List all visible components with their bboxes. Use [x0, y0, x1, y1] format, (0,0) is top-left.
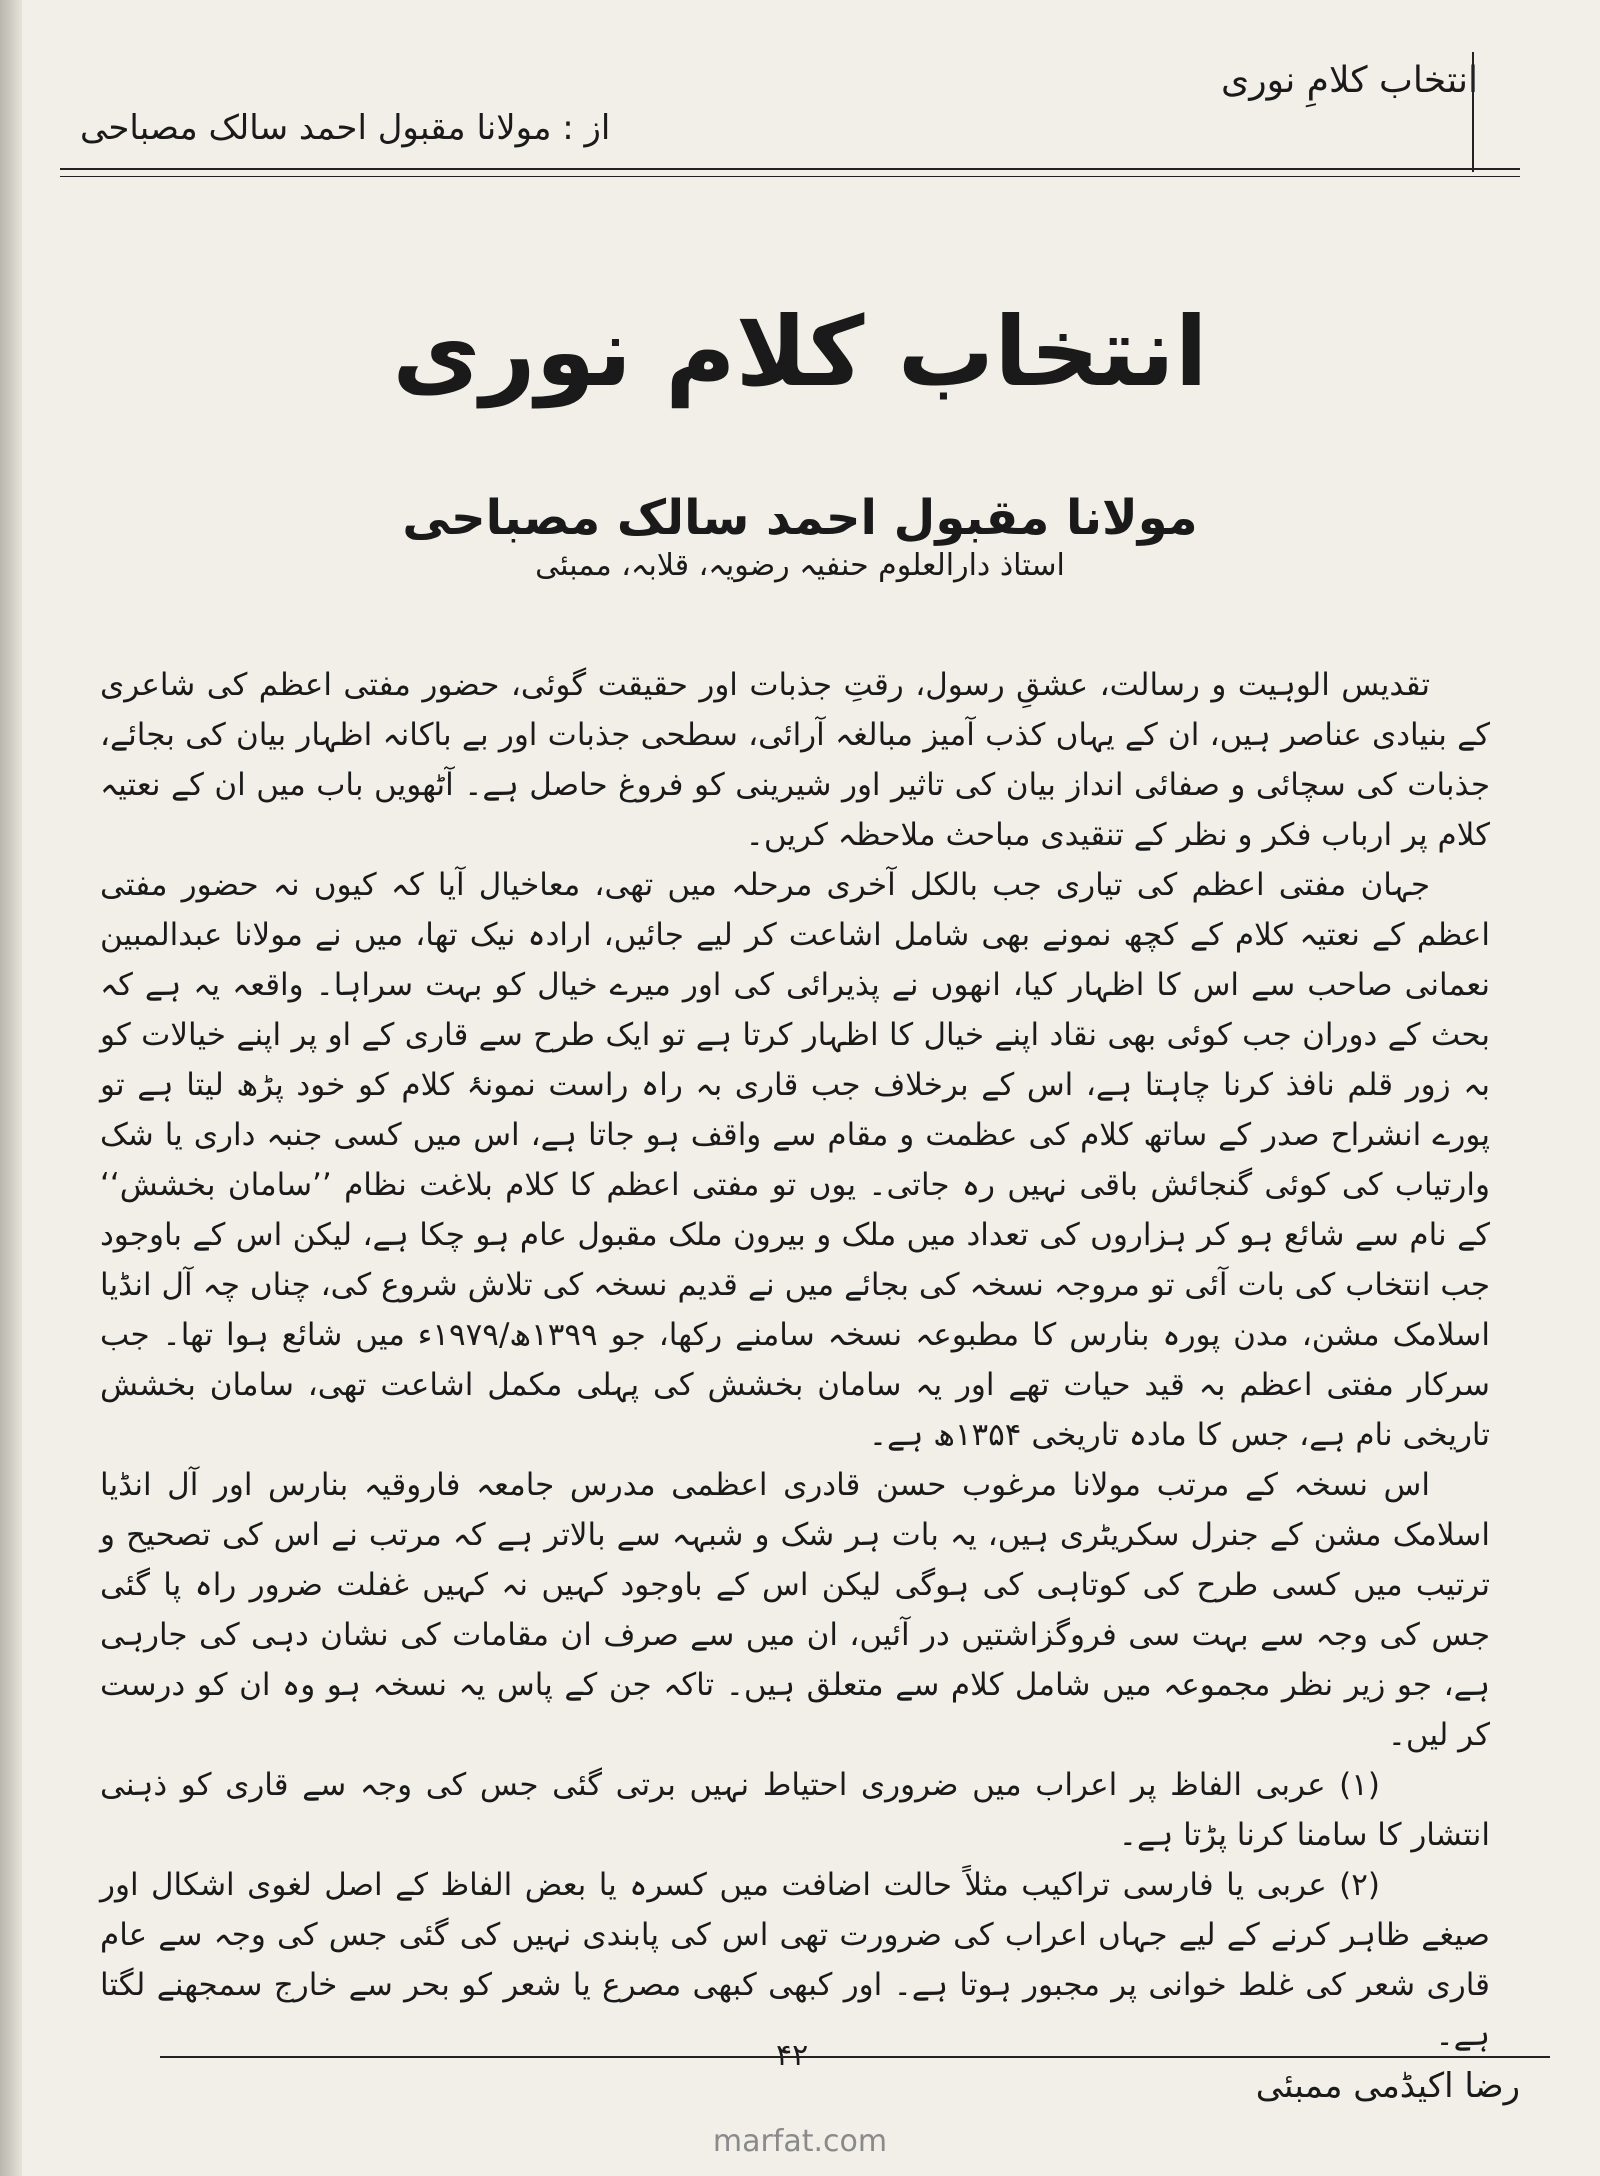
- publisher-name: رضا اکیڈمی ممبئی: [1255, 2066, 1520, 2106]
- paragraph: تقدیس الوہیت و رسالت، عشقِ رسول، رقتِ جذبات اور حقیقت گوئی، حضور مفتی اعظم کی شاعری کے بنیادی عناصر ہیں، ان کے یہاں کذب آمیز مبالغہ آرائی، سطحی جذبات اور بے باکانہ اظہار بیان کی بجائے، جذبات کی سچائی و صفائی انداز بیان کی تاثیر اور شیرینی کو فروغ حاصل ہے۔ آٹھویں باب میں ان کے نعتیہ کلام پر ارباب فکر و نظر کے تنقیدی مباحث ملاحظہ کریں۔: [100, 667, 1490, 853]
- list-item: (۱) عربی الفاظ پر اعراب میں ضروری احتیاط نہیں برتی گئی جس کی وجہ سے قاری کو ذہنی انتشار کا سامنا کرنا پڑتا ہے۔: [100, 1767, 1490, 1853]
- running-header-title: انتخاب کلامِ نوری: [1221, 60, 1478, 101]
- header-vertical-rule: [1472, 52, 1474, 172]
- header-rule-thin: [60, 176, 1520, 177]
- article-body: [100, 660, 1490, 2060]
- list-item: (۲) عربی یا فارسی تراکیب مثلاً حالت اضافت میں کسرہ یا بعض الفاظ کے اصل لغوی اشکال اور صیغے ظاہر کرنے کے لیے جہاں اعراب کی ضرورت تھی اس کی پابندی نہیں کی گئی جس کی وجہ سے عام قاری شعر کی غلط خوانی پر مجبور ہوتا ہے۔ اور کبھی کبھی مصرع یا شعر کو بحر سے خارج سمجھنے لگتا ہے۔: [100, 1867, 1490, 2053]
- paragraph: اس نسخہ کے مرتب مولانا مرغوب حسن قادری اعظمی مدرس جامعہ فاروقیہ بنارس اور آل انڈیا اسلامک مشن کے جنرل سکریٹری ہیں، یہ بات ہر شک و شبہہ سے بالاتر ہے کہ مرتب نے اس کی تصحیح و ترتیب میں کسی طرح کی کوتاہی کی ہوگی لیکن اس کے باوجود کہیں نہ کہیں غفلت ضرور راہ پا گئی جس کی وجہ سے بہت سی فروگزاشتیں در آئیں، ان میں سے صرف ان مقامات کی نشان دہی کی جارہی ہے، جو زیر نظر مجموعہ میں شامل کلام سے متعلق ہیں۔ تاکہ جن کے پاس یہ نسخہ ہو وہ ان کو درست کر لیں۔: [100, 1467, 1490, 1753]
- author-name: مولانا مقبول احمد سالک مصباحی: [402, 490, 1198, 546]
- header-rule: [60, 168, 1520, 170]
- author-affiliation: استاذ دارالعلوم حنفیہ رضویہ، قلابہ، ممبئی: [535, 548, 1065, 583]
- paragraph: جہان مفتی اعظم کی تیاری جب بالکل آخری مرحلہ میں تھی، معاخیال آیا کہ کیوں نہ حضور مفتی اعظم کے نعتیہ کلام کے کچھ نمونے بھی شامل اشاعت کر لیے جائیں، ارادہ نیک تھا، میں نے مولانا عبدالمبین نعمانی صاحب سے اس کا اظہار کیا، انھوں نے پذیرائی کی اور میرے خیال کو بہت سراہا۔ واقعہ یہ ہے کہ بحث کے دوران جب کوئی بھی نقاد اپنے خیال کا اظہار کرتا ہے تو ایک طرح سے قاری کے او پر اپنے خیالات کو بہ زور قلم نافذ کرنا چاہتا ہے، اس کے برخلاف جب قاری بہ راہ راست نمونۂ کلام کو خود پڑھ لیتا ہے تو پورے انشراح صدر کے ساتھ کلام کی عظمت و مقام سے واقف ہو جاتا ہے، اس میں کسی جنبہ داری یا شک وارتیاب کی کوئی گنجائش باقی نہیں رہ جاتی۔ یوں تو مفتی اعظم کا کلام بلاغت نظام ’’سامان بخشش‘‘ کے نام سے شائع ہو کر ہزاروں کی تعداد میں ملک و بیرون ملک مقبول عام ہو چکا ہے، لیکن اس کے باوجود جب انتخاب کی بات آئی تو مروجہ نسخہ کی بجائے میں نے قدیم نسخہ کی تلاش شروع کی، چناں چہ آل انڈیا اسلامک مشن، مدن پورہ بنارس کا مطبوعہ نسخہ سامنے رکھا، جو ۱۳۹۹ھ/۱۹۷۹ء میں شائع ہوا تھا۔ جب سرکار مفتی اعظم بہ قید حیات تھے اور یہ سامان بخشش کی پہلی مکمل اشاعت تھی، سامان بخشش تاریخی نام ہے، جس کا مادہ تاریخی ۱۳۵۴ھ ہے۔: [100, 867, 1490, 1453]
- page-number: ۴۲: [776, 2038, 809, 2073]
- running-header-author: از : مولانا مقبول احمد سالک مصباحی: [80, 108, 611, 148]
- page-title: انتخاب کلام نوری: [392, 296, 1208, 408]
- watermark: marfat.com: [712, 2124, 888, 2159]
- footer-rule: [160, 2056, 1550, 2058]
